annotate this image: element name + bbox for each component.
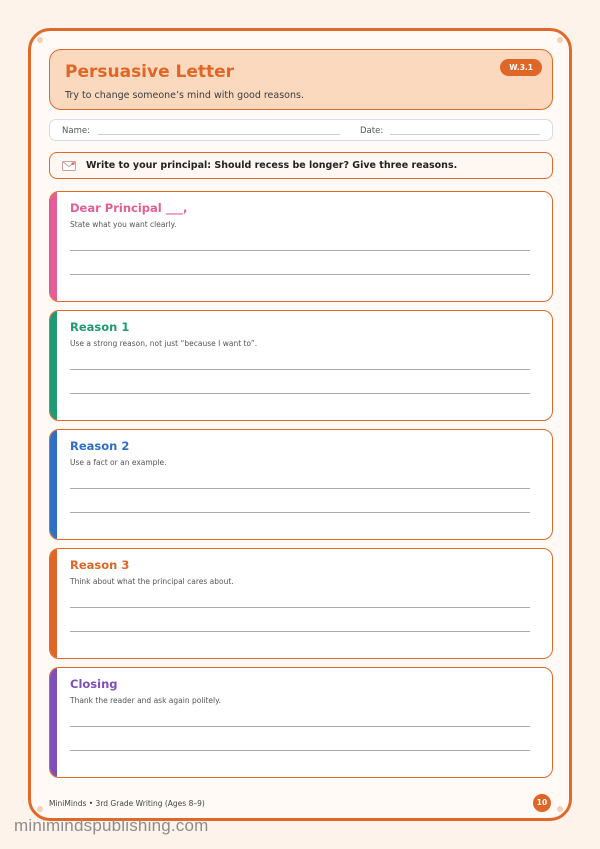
date-label: Date: (360, 126, 384, 136)
writing-section (49, 191, 553, 302)
writing-line[interactable] (70, 250, 530, 251)
section-title: Reason 2 (70, 439, 130, 453)
name-field[interactable] (98, 134, 340, 135)
corner-dot (557, 806, 563, 812)
writing-section (49, 667, 553, 778)
writing-line[interactable] (70, 607, 530, 608)
writing-section (49, 310, 553, 421)
footer-text: MiniMinds • 3rd Grade Writing (Ages 8–9) (49, 799, 205, 808)
writing-section (49, 429, 553, 540)
worksheet-subtitle: Try to change someone’s mind with good reasons. (65, 90, 304, 101)
worksheet-title: Persuasive Letter (65, 62, 235, 82)
writing-line[interactable] (70, 369, 530, 370)
writing-line[interactable] (70, 750, 530, 751)
section-color-bar (50, 668, 57, 777)
page-number: 10 (533, 794, 551, 812)
section-color-bar (50, 549, 57, 658)
section-title: Dear Principal ___, (70, 201, 188, 215)
writing-line[interactable] (70, 274, 530, 275)
name-date-bar (49, 119, 553, 141)
writing-line[interactable] (70, 512, 530, 513)
corner-dot (37, 806, 43, 812)
publisher-watermark: minimindspublishing.com (14, 816, 209, 835)
section-hint: Think about what the principal cares about. (70, 577, 234, 586)
worksheet-header (49, 49, 553, 110)
name-label: Name: (62, 126, 90, 136)
letter-prompt (49, 152, 553, 179)
section-title: Reason 3 (70, 558, 130, 572)
writing-line[interactable] (70, 488, 530, 489)
writing-line[interactable] (70, 726, 530, 727)
writing-section (49, 548, 553, 659)
section-color-bar (50, 311, 57, 420)
corner-dot (37, 37, 43, 43)
section-hint: Use a strong reason, not just “because I want to”. (70, 339, 258, 348)
writing-line[interactable] (70, 393, 530, 394)
section-title: Closing (70, 677, 118, 691)
section-color-bar (50, 192, 57, 301)
standard-badge: W.3.1 (500, 59, 542, 76)
section-title: Reason 1 (70, 320, 130, 334)
envelope-icon (62, 161, 76, 171)
worksheet-page (28, 28, 572, 821)
corner-dot (557, 37, 563, 43)
section-hint: Thank the reader and ask again politely. (70, 696, 221, 705)
section-hint: Use a fact or an example. (70, 458, 167, 467)
section-hint: State what you want clearly. (70, 220, 177, 229)
date-field[interactable] (390, 134, 540, 135)
section-color-bar (50, 430, 57, 539)
prompt-text: Write to your principal: Should recess be longer? Give three reasons. (86, 160, 458, 171)
writing-line[interactable] (70, 631, 530, 632)
